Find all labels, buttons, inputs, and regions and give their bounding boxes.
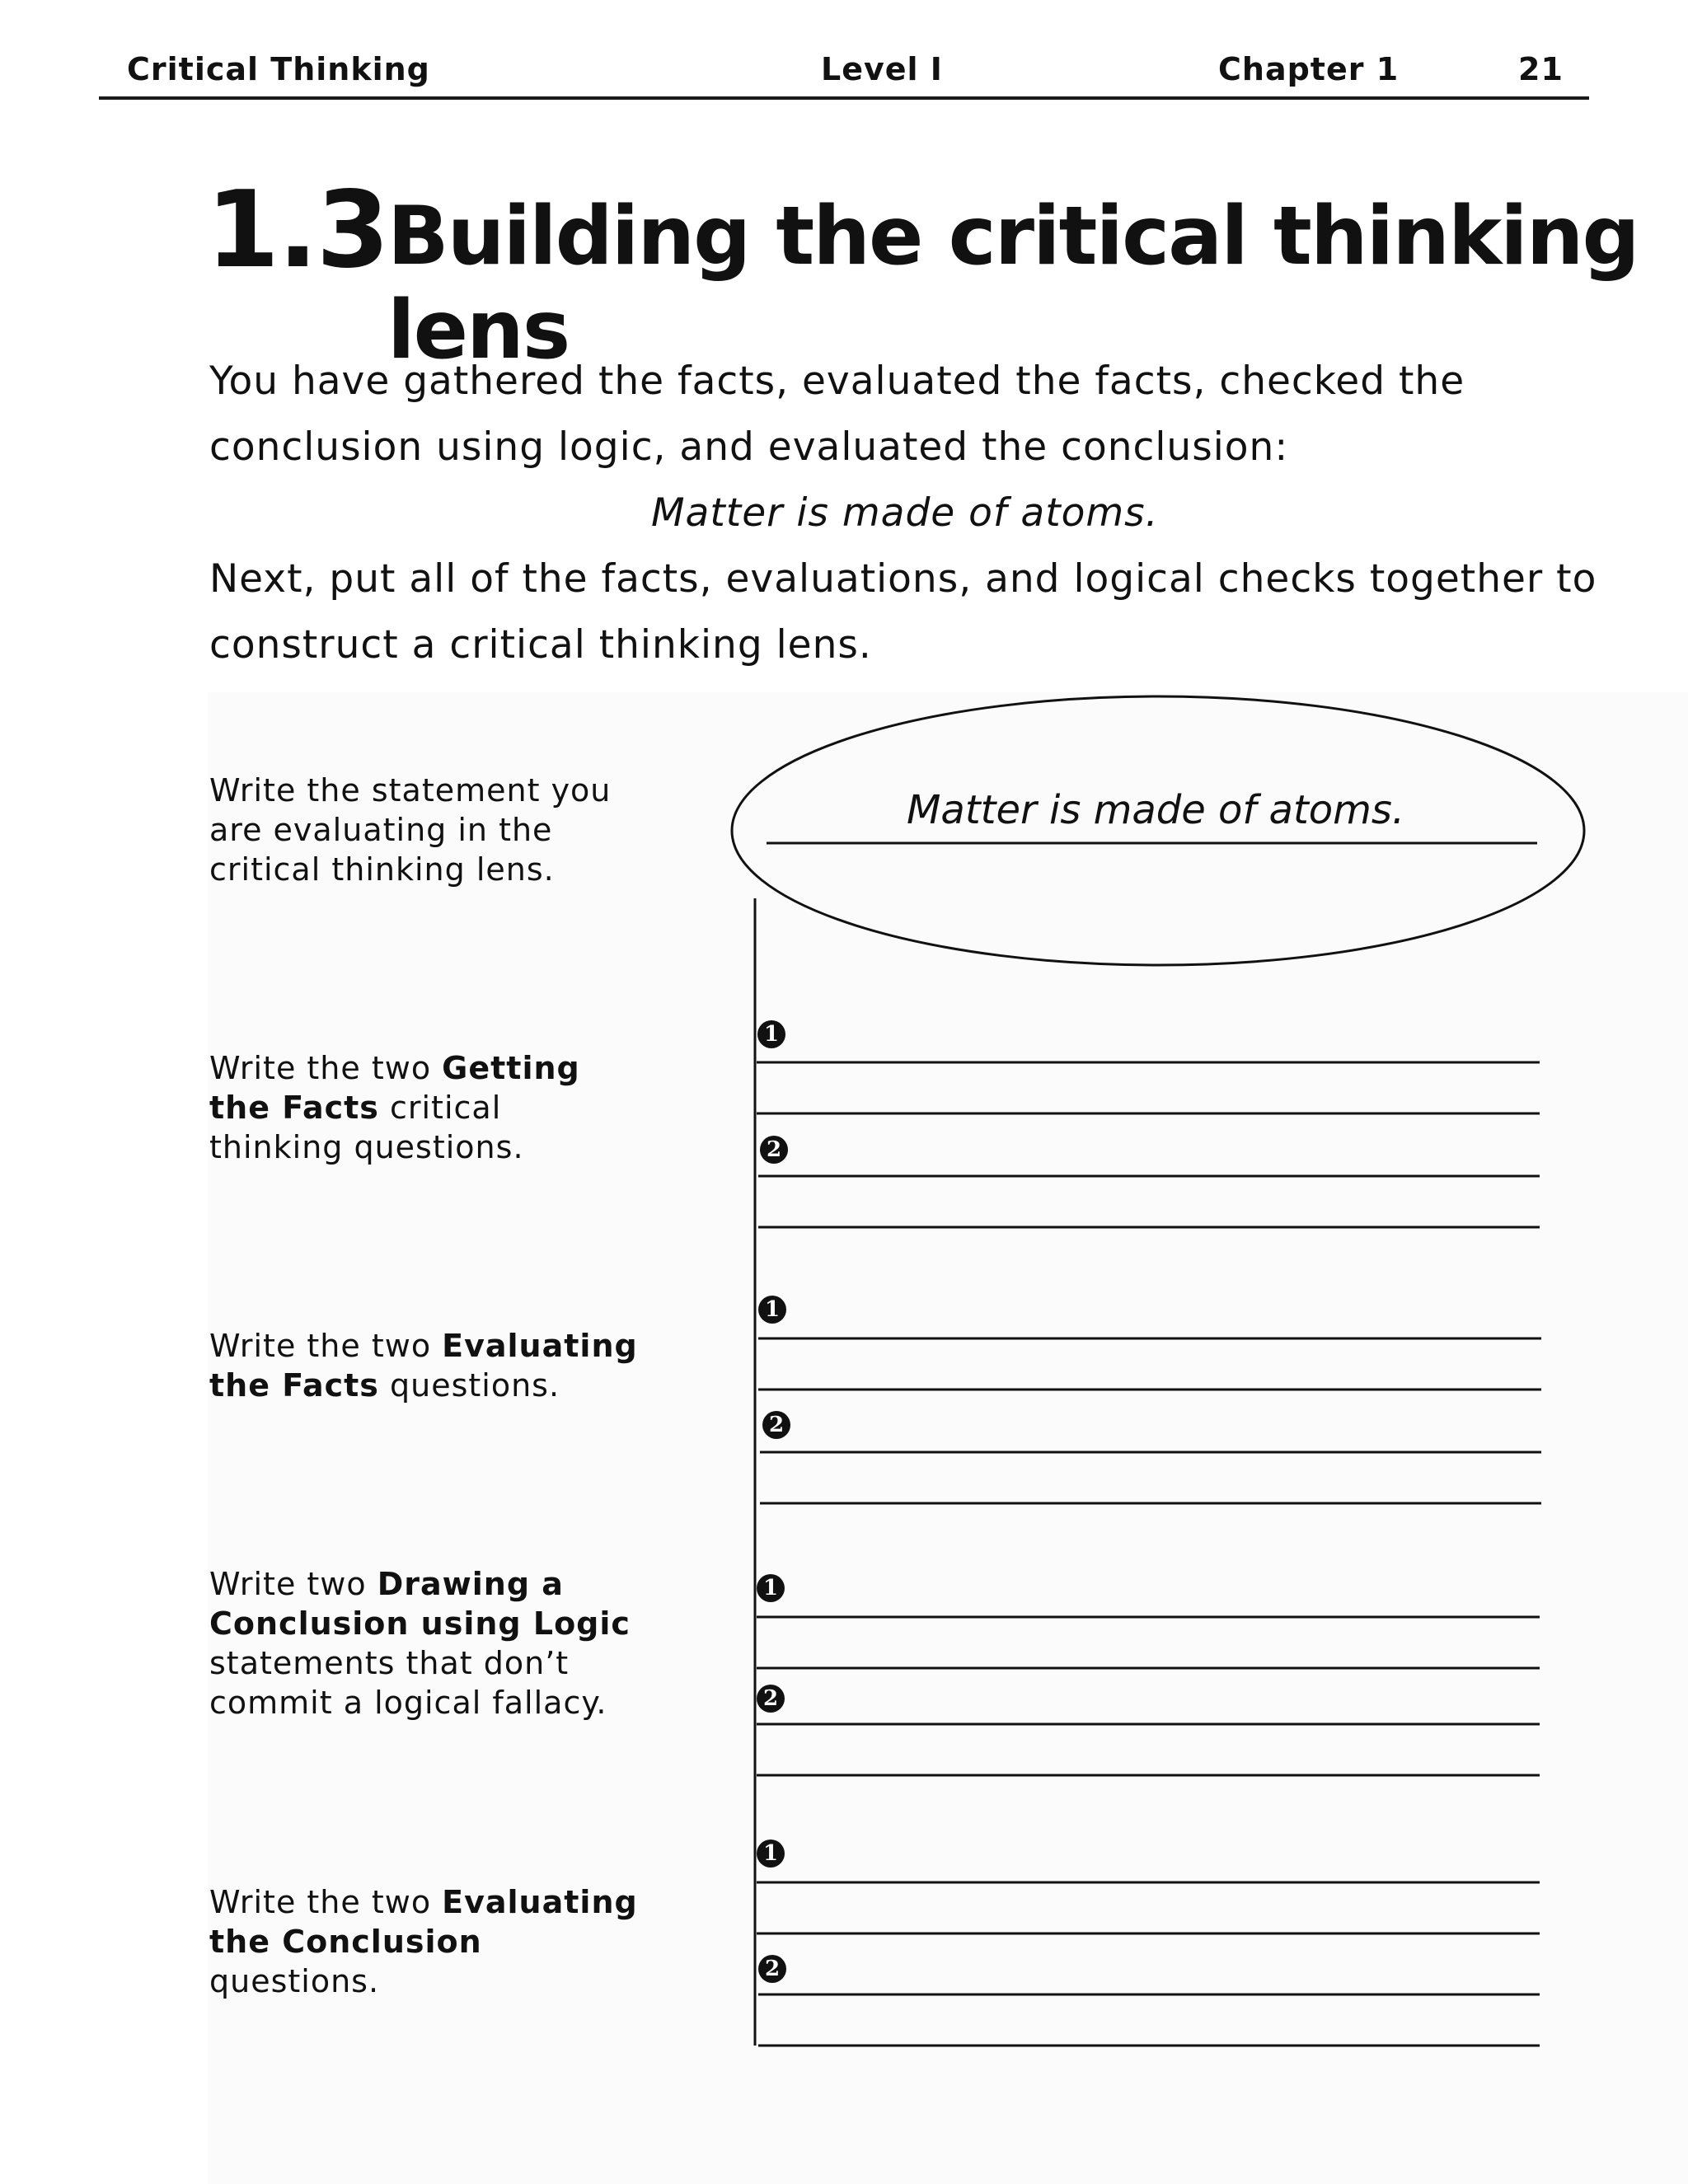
prompt-evaluating-facts bbox=[209, 1326, 638, 1405]
prompt-text: questions. bbox=[378, 1367, 560, 1404]
prompt-evaluating-conclusion bbox=[209, 1882, 638, 2001]
intro-conclusion: Matter is made of atoms. bbox=[651, 490, 1159, 536]
intro-line-2: conclusion using logic, and evaluated the conclusion: bbox=[209, 424, 1289, 470]
prompt-text: Write two bbox=[209, 1566, 377, 1602]
header-level: Level I bbox=[821, 51, 943, 87]
number-one-icon: 1 bbox=[757, 1840, 785, 1868]
prompt-statement bbox=[209, 771, 638, 889]
number-one-icon: 1 bbox=[757, 1574, 785, 1602]
intro-line-3: Next, put all of the facts, evaluations, and logical checks together to bbox=[209, 556, 1597, 602]
intro-line-4: construct a critical thinking lens. bbox=[209, 622, 872, 668]
logic-lines bbox=[757, 1617, 1540, 1775]
evaluating-facts-lines bbox=[758, 1338, 1541, 1503]
number-one-icon: 1 bbox=[757, 1020, 785, 1048]
lens-statement: Matter is made of atoms. bbox=[907, 787, 1405, 833]
section-number: 1.3 bbox=[206, 169, 388, 292]
header-chapter: Chapter 1 bbox=[1218, 51, 1400, 87]
prompt-bold: Drawing a Conclusion using Logic bbox=[209, 1566, 631, 1642]
intro-line-1: You have gathered the facts, evaluated the facts, checked the bbox=[209, 359, 1465, 404]
getting-facts-lines bbox=[757, 1062, 1540, 1227]
prompt-text: questions. bbox=[209, 1963, 380, 1999]
number-two-icon: 2 bbox=[757, 1685, 785, 1713]
prompt-bold: Getting the Facts bbox=[209, 1050, 580, 1126]
evaluating-conclusion-lines bbox=[757, 1882, 1540, 2046]
prompt-text: critical thinking questions. bbox=[209, 1090, 524, 1165]
prompt-text: Write the two bbox=[209, 1050, 443, 1086]
prompt-getting-facts bbox=[209, 1048, 638, 1167]
header-page-number: 21 bbox=[1518, 51, 1564, 87]
prompt-logic bbox=[209, 1564, 638, 1722]
prompt-text: Write the statement you are evaluating in the critical thinking lens. bbox=[209, 772, 612, 888]
prompt-text: Write the two bbox=[209, 1884, 443, 1920]
number-one-icon: 1 bbox=[758, 1296, 786, 1324]
section-title: Building the critical thinking lens bbox=[387, 190, 1639, 377]
number-two-icon: 2 bbox=[758, 1955, 786, 1983]
number-two-icon: 2 bbox=[760, 1136, 788, 1164]
number-two-icon: 2 bbox=[762, 1411, 790, 1439]
prompt-bold: Evaluating the Facts bbox=[209, 1328, 638, 1404]
prompt-text: Write the two bbox=[209, 1328, 443, 1364]
header-book-title: Critical Thinking bbox=[127, 51, 430, 87]
prompt-text: statements that don’t commit a logical fallacy. bbox=[209, 1645, 607, 1721]
prompt-bold: Evaluating the Conclusion bbox=[209, 1884, 638, 1960]
